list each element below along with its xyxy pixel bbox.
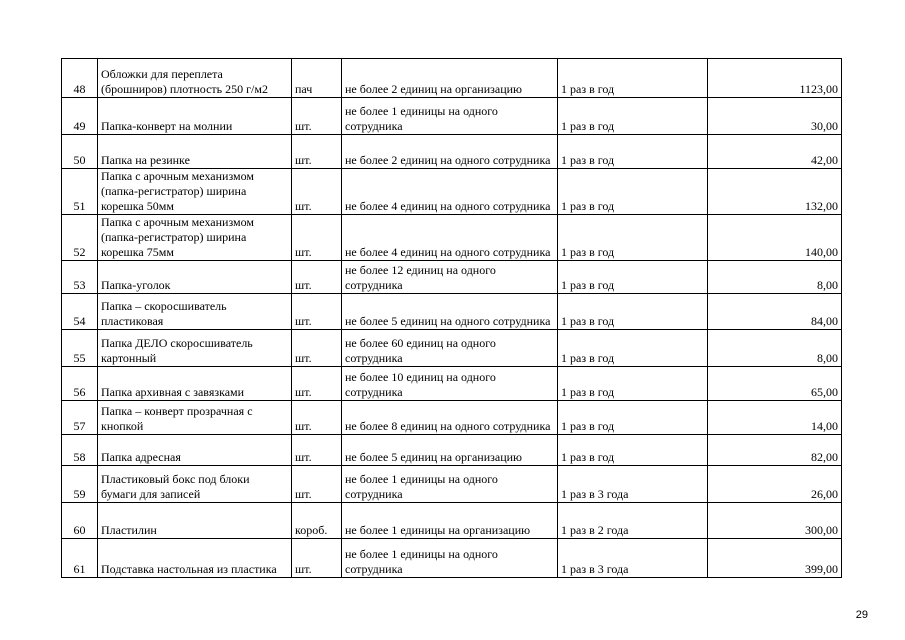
row-number: 58 (62, 435, 98, 466)
item-unit: шт. (292, 539, 342, 578)
row-number: 55 (62, 330, 98, 367)
item-name: Папка ДЕЛО скоросшиватель картонный (98, 330, 292, 367)
item-name: Папка на резинке (98, 135, 292, 169)
table-body (62, 59, 842, 578)
item-norm: не более 8 единиц на одного сотрудника (342, 401, 558, 435)
item-norm: не более 1 единицы на одного сотрудника (342, 466, 558, 503)
item-name: Папка с арочным механизмом (папка-регистратор) ширина корешка 75мм (98, 215, 292, 261)
table-row (62, 135, 842, 169)
row-number: 56 (62, 367, 98, 401)
item-name: Подставка настольная из пластика (98, 539, 292, 578)
supplies-norms-table (61, 58, 842, 578)
row-number: 50 (62, 135, 98, 169)
item-price: 399,00 (708, 539, 842, 578)
table-row (62, 59, 842, 98)
table-row (62, 330, 842, 367)
item-unit: шт. (292, 98, 342, 135)
item-name: Пластиковый бокс под блоки бумаги для записей (98, 466, 292, 503)
row-number: 54 (62, 294, 98, 330)
item-unit: шт. (292, 261, 342, 294)
table-row (62, 261, 842, 294)
row-number: 51 (62, 169, 98, 215)
item-frequency: 1 раз в год (558, 59, 708, 98)
item-price: 8,00 (708, 330, 842, 367)
item-frequency: 1 раз в год (558, 294, 708, 330)
item-norm: не более 4 единиц на одного сотрудника (342, 215, 558, 261)
item-norm: не более 4 единиц на одного сотрудника (342, 169, 558, 215)
item-price: 132,00 (708, 169, 842, 215)
item-price: 30,00 (708, 98, 842, 135)
item-norm: не более 1 единицы на организацию (342, 503, 558, 539)
table-row (62, 294, 842, 330)
item-price: 65,00 (708, 367, 842, 401)
item-unit: короб. (292, 503, 342, 539)
item-name: Папка с арочным механизмом (папка-регистратор) ширина корешка 50мм (98, 169, 292, 215)
item-unit: шт. (292, 401, 342, 435)
item-norm: не более 5 единиц на организацию (342, 435, 558, 466)
item-name: Папка-конверт на молнии (98, 98, 292, 135)
item-price: 1123,00 (708, 59, 842, 98)
table-row (62, 169, 842, 215)
item-price: 300,00 (708, 503, 842, 539)
row-number: 49 (62, 98, 98, 135)
table-row (62, 215, 842, 261)
page-number: 29 (855, 609, 868, 621)
item-unit: пач (292, 59, 342, 98)
item-frequency: 1 раз в год (558, 367, 708, 401)
item-frequency: 1 раз в год (558, 401, 708, 435)
item-frequency: 1 раз в 3 года (558, 539, 708, 578)
item-name: Пластилин (98, 503, 292, 539)
item-unit: шт. (292, 367, 342, 401)
item-price: 140,00 (708, 215, 842, 261)
item-price: 26,00 (708, 466, 842, 503)
table-row (62, 539, 842, 578)
item-unit: шт. (292, 215, 342, 261)
item-unit: шт. (292, 330, 342, 367)
item-norm: не более 2 единиц на одного сотрудника (342, 135, 558, 169)
item-frequency: 1 раз в год (558, 261, 708, 294)
item-norm: не более 1 единицы на одного сотрудника (342, 539, 558, 578)
row-number: 48 (62, 59, 98, 98)
item-norm: не более 10 единиц на одного сотрудника (342, 367, 558, 401)
item-frequency: 1 раз в 3 года (558, 466, 708, 503)
table-row (62, 367, 842, 401)
row-number: 53 (62, 261, 98, 294)
table-row (62, 435, 842, 466)
item-frequency: 1 раз в год (558, 98, 708, 135)
table-row (62, 401, 842, 435)
item-frequency: 1 раз в год (558, 435, 708, 466)
item-name: Обложки для переплета (брошниров) плотность 250 г/м2 (98, 59, 292, 98)
item-price: 84,00 (708, 294, 842, 330)
item-unit: шт. (292, 435, 342, 466)
item-unit: шт. (292, 294, 342, 330)
table-row (62, 466, 842, 503)
item-name: Папка – скоросшиватель пластиковая (98, 294, 292, 330)
item-name: Папка-уголок (98, 261, 292, 294)
table-row (62, 98, 842, 135)
item-name: Папка архивная с завязками (98, 367, 292, 401)
item-name: Папка – конверт прозрачная с кнопкой (98, 401, 292, 435)
row-number: 57 (62, 401, 98, 435)
item-frequency: 1 раз в 2 года (558, 503, 708, 539)
item-frequency: 1 раз в год (558, 215, 708, 261)
item-price: 8,00 (708, 261, 842, 294)
item-name: Папка адресная (98, 435, 292, 466)
item-norm: не более 2 единиц на организацию (342, 59, 558, 98)
row-number: 52 (62, 215, 98, 261)
item-norm: не более 60 единиц на одного сотрудника (342, 330, 558, 367)
item-frequency: 1 раз в год (558, 135, 708, 169)
item-frequency: 1 раз в год (558, 169, 708, 215)
item-norm: не более 1 единицы на одного сотрудника (342, 98, 558, 135)
row-number: 59 (62, 466, 98, 503)
item-unit: шт. (292, 466, 342, 503)
item-unit: шт. (292, 169, 342, 215)
item-price: 42,00 (708, 135, 842, 169)
row-number: 60 (62, 503, 98, 539)
row-number: 61 (62, 539, 98, 578)
item-frequency: 1 раз в год (558, 330, 708, 367)
item-norm: не более 12 единиц на одного сотрудника (342, 261, 558, 294)
item-price: 14,00 (708, 401, 842, 435)
item-norm: не более 5 единиц на одного сотрудника (342, 294, 558, 330)
item-price: 82,00 (708, 435, 842, 466)
table-row (62, 503, 842, 539)
item-unit: шт. (292, 135, 342, 169)
